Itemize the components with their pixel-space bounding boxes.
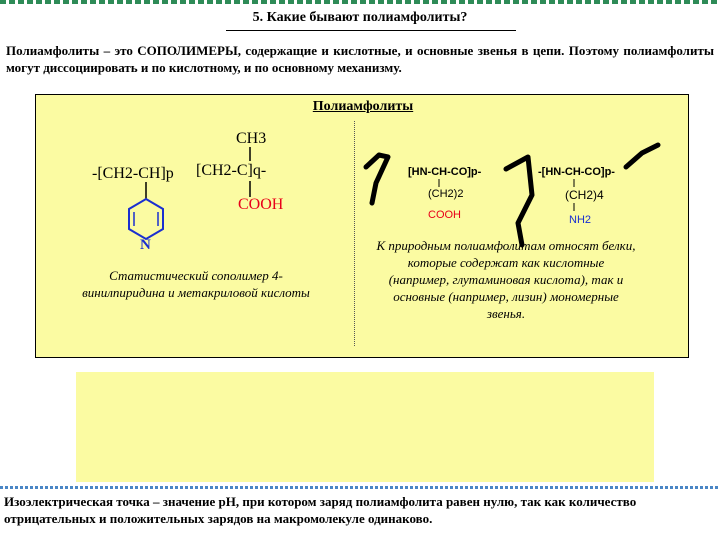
- panel-title: Полиамфолиты: [312, 99, 414, 114]
- protein-unit-1-label: [HN-CH-CO]p-: [408, 166, 482, 178]
- lys-nh2-label: NH2: [569, 214, 592, 226]
- chain-left-label: -[CH2-CH]p: [92, 165, 174, 182]
- top-dashed-border: [0, 0, 720, 4]
- protein-chain-middle: [506, 157, 532, 245]
- left-caption: Статистический сополимер 4-винилпиридина и метакриловой кислоты: [82, 268, 310, 300]
- bottom-dashed-border: [0, 486, 720, 489]
- empty-yellow-box: [76, 372, 654, 482]
- protein-unit-2-label: -[HN-CH-CO]p-: [538, 166, 615, 178]
- title-underline: [226, 30, 516, 31]
- protein-chain-left: [366, 155, 388, 203]
- glu-cooh-label: COOH: [428, 209, 461, 221]
- intro-paragraph: Полиамфолиты – это СОПОЛИМЕРЫ, содержащие и кислотные, и основные звенья в цепи. Поэтому полиамфолиты могут диссоциировать и по кислотному, и по основному механизму.: [6, 43, 714, 75]
- protein-chain-right: [626, 145, 658, 167]
- isoelectric-definition: Изоэлектрическая точка – значение рН, при котором заряд полиамфолита равен нулю, так как количество отрицательных и положительных зарядов на макромолекуле одинаково.: [4, 494, 637, 526]
- slide-title: 5. Какие бывают полиамфолиты?: [252, 10, 468, 25]
- pyridine-n-label: N: [140, 237, 151, 253]
- polyampholyte-panel: [35, 94, 689, 358]
- right-caption: К природным полиамфолитам относят белки, которые содержат как кислотные (например, глутаминовая кислота), так и основные (например, лизин) мономерные звенья.: [376, 238, 636, 321]
- chain-right-label: [CH2-C]q-: [196, 162, 267, 179]
- glu-side-label: (CH2)2: [428, 188, 464, 200]
- lys-side-label: (CH2)4: [565, 188, 604, 202]
- cooh-label: COOH: [238, 196, 284, 213]
- ch3-label: CH3: [236, 130, 267, 147]
